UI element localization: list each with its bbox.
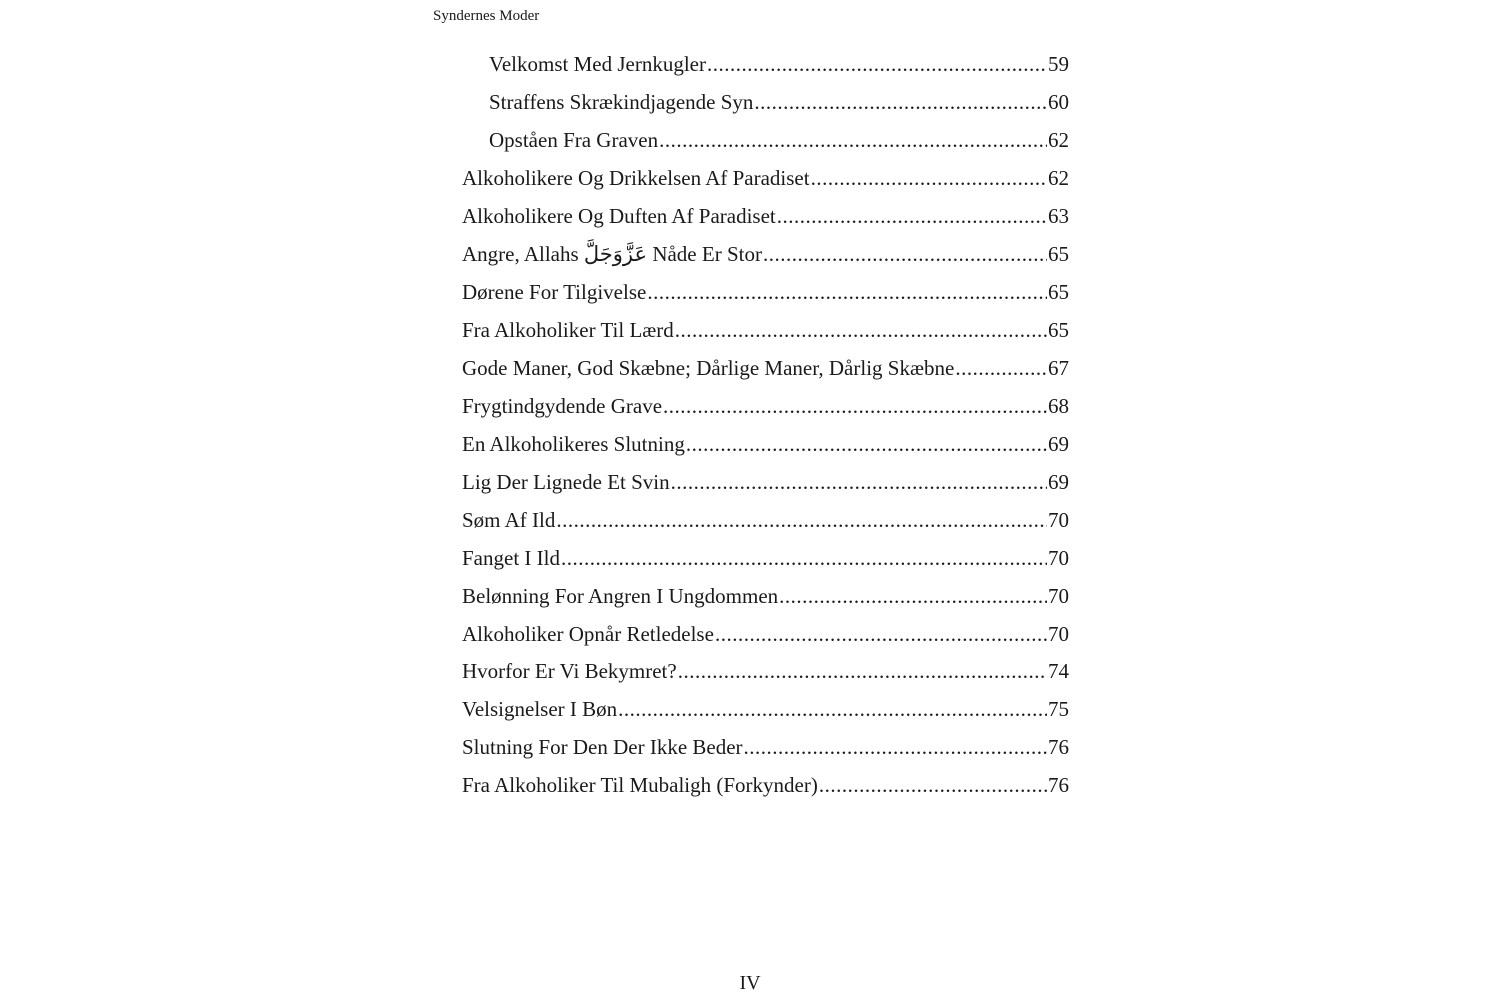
toc-dot-leader	[744, 735, 1047, 760]
toc-entry-page: 70	[1048, 545, 1069, 570]
toc-dot-leader	[763, 242, 1047, 267]
toc-entry-page: 70	[1048, 621, 1069, 646]
toc-entry[interactable]	[462, 160, 1069, 198]
toc-entry-page: 74	[1048, 659, 1069, 684]
toc-entry-title: Angre, Allahs عَزَّوَجَلَّ Nåde Er Stor	[462, 242, 762, 267]
toc-entry-page: 76	[1048, 735, 1069, 760]
toc-entry[interactable]	[462, 425, 1069, 463]
toc-entry-title: Velsignelser I Bøn	[462, 697, 618, 722]
toc-entry[interactable]	[462, 501, 1069, 539]
toc-entry[interactable]	[462, 387, 1069, 425]
toc-entry-page: 62	[1048, 128, 1069, 153]
toc-entry-title: Lig Der Lignede Et Svin	[462, 469, 670, 494]
toc-entry-page: 59	[1048, 52, 1069, 77]
toc-entry-page: 69	[1048, 431, 1069, 456]
toc-dot-leader	[556, 508, 1047, 533]
toc-entry[interactable]	[462, 615, 1069, 653]
toc-entry-page: 68	[1048, 393, 1069, 418]
toc-entry-title: Straffens Skrækindjagende Syn	[489, 90, 754, 115]
toc-entry[interactable]	[462, 122, 1069, 160]
toc-entry-page: 65	[1048, 318, 1069, 343]
toc-entry-page: 75	[1048, 697, 1069, 722]
toc-entry[interactable]	[462, 539, 1069, 577]
toc-dot-leader	[707, 52, 1047, 77]
toc-entry-title: Dørene For Tilgivelse	[462, 280, 647, 305]
toc-entry-title: Opståen Fra Graven	[489, 128, 659, 153]
toc-dot-leader	[955, 356, 1047, 381]
toc-entry-page: 63	[1048, 204, 1069, 229]
toc-dot-leader	[754, 90, 1047, 115]
toc-dot-leader	[618, 697, 1047, 722]
toc-entry[interactable]	[462, 729, 1069, 767]
toc-entry[interactable]	[462, 767, 1069, 805]
toc-entry-title: Hvorfor Er Vi Bekymret?	[462, 659, 677, 684]
toc-dot-leader	[675, 318, 1047, 343]
toc-entry-page: 67	[1048, 355, 1069, 380]
toc-entry-title: En Alkoholikeres Slutning	[462, 431, 685, 456]
toc-entry-page: 76	[1048, 773, 1069, 798]
toc-entry-title: Søm Af Ild	[462, 507, 556, 532]
toc-entry-title: Gode Maner, God Skæbne; Dårlige Maner, Dårlig Skæbne	[462, 355, 955, 380]
toc-entry-title: Belønning For Angren I Ungdommen	[462, 583, 779, 608]
toc-entry[interactable]	[462, 274, 1069, 312]
toc-entry-title: Fra Alkoholiker Til Lærd	[462, 318, 674, 343]
page-number: IV	[739, 972, 761, 994]
toc-entry[interactable]	[462, 463, 1069, 501]
toc-entry[interactable]	[462, 691, 1069, 729]
toc-dot-leader	[671, 470, 1047, 495]
toc-dot-leader	[819, 773, 1047, 798]
toc-entry-page: 60	[1048, 90, 1069, 115]
toc-entry-title: Velkomst Med Jernkugler	[489, 52, 706, 77]
toc-entry-title: Frygtindgydende Grave	[462, 393, 663, 418]
toc-entry[interactable]	[462, 84, 1069, 122]
toc-entry-page: 69	[1048, 469, 1069, 494]
toc-entry-title: Fanget I Ild	[462, 545, 560, 570]
toc-entry-page: 62	[1048, 166, 1069, 191]
toc-entry-title: Slutning For Den Der Ikke Beder	[462, 735, 743, 760]
toc-dot-leader	[686, 432, 1047, 457]
toc-entry-page: 70	[1048, 583, 1069, 608]
toc-entry[interactable]	[462, 577, 1069, 615]
toc-dot-leader	[715, 622, 1047, 647]
toc-entry[interactable]	[462, 198, 1069, 236]
toc-entry[interactable]	[462, 236, 1069, 274]
toc-dot-leader	[777, 204, 1047, 229]
toc-dot-leader	[659, 128, 1047, 153]
toc-entry-page: 70	[1048, 507, 1069, 532]
running-header: Syndernes Moder	[433, 8, 540, 24]
toc-entry[interactable]	[462, 312, 1069, 350]
toc-dot-leader	[561, 546, 1047, 571]
toc-entry-title: Alkoholikere Og Duften Af Paradiset	[462, 204, 776, 229]
toc-entry-title: Alkoholiker Opnår Retledelse	[462, 621, 714, 646]
toc-entry[interactable]	[462, 350, 1069, 388]
toc-dot-leader	[811, 166, 1047, 191]
toc-entry-title: Fra Alkoholiker Til Mubaligh (Forkynder)	[462, 773, 818, 798]
toc-dot-leader	[779, 584, 1047, 609]
toc-entry-page: 65	[1048, 280, 1069, 305]
toc-dot-leader	[678, 659, 1047, 684]
toc-entry-page: 65	[1048, 242, 1069, 267]
toc-entry-title: Alkoholikere Og Drikkelsen Af Paradiset	[462, 166, 810, 191]
table-of-contents	[462, 46, 1069, 805]
toc-entry[interactable]	[462, 46, 1069, 84]
toc-dot-leader	[663, 394, 1047, 419]
toc-entry[interactable]	[462, 653, 1069, 691]
toc-dot-leader	[647, 280, 1047, 305]
